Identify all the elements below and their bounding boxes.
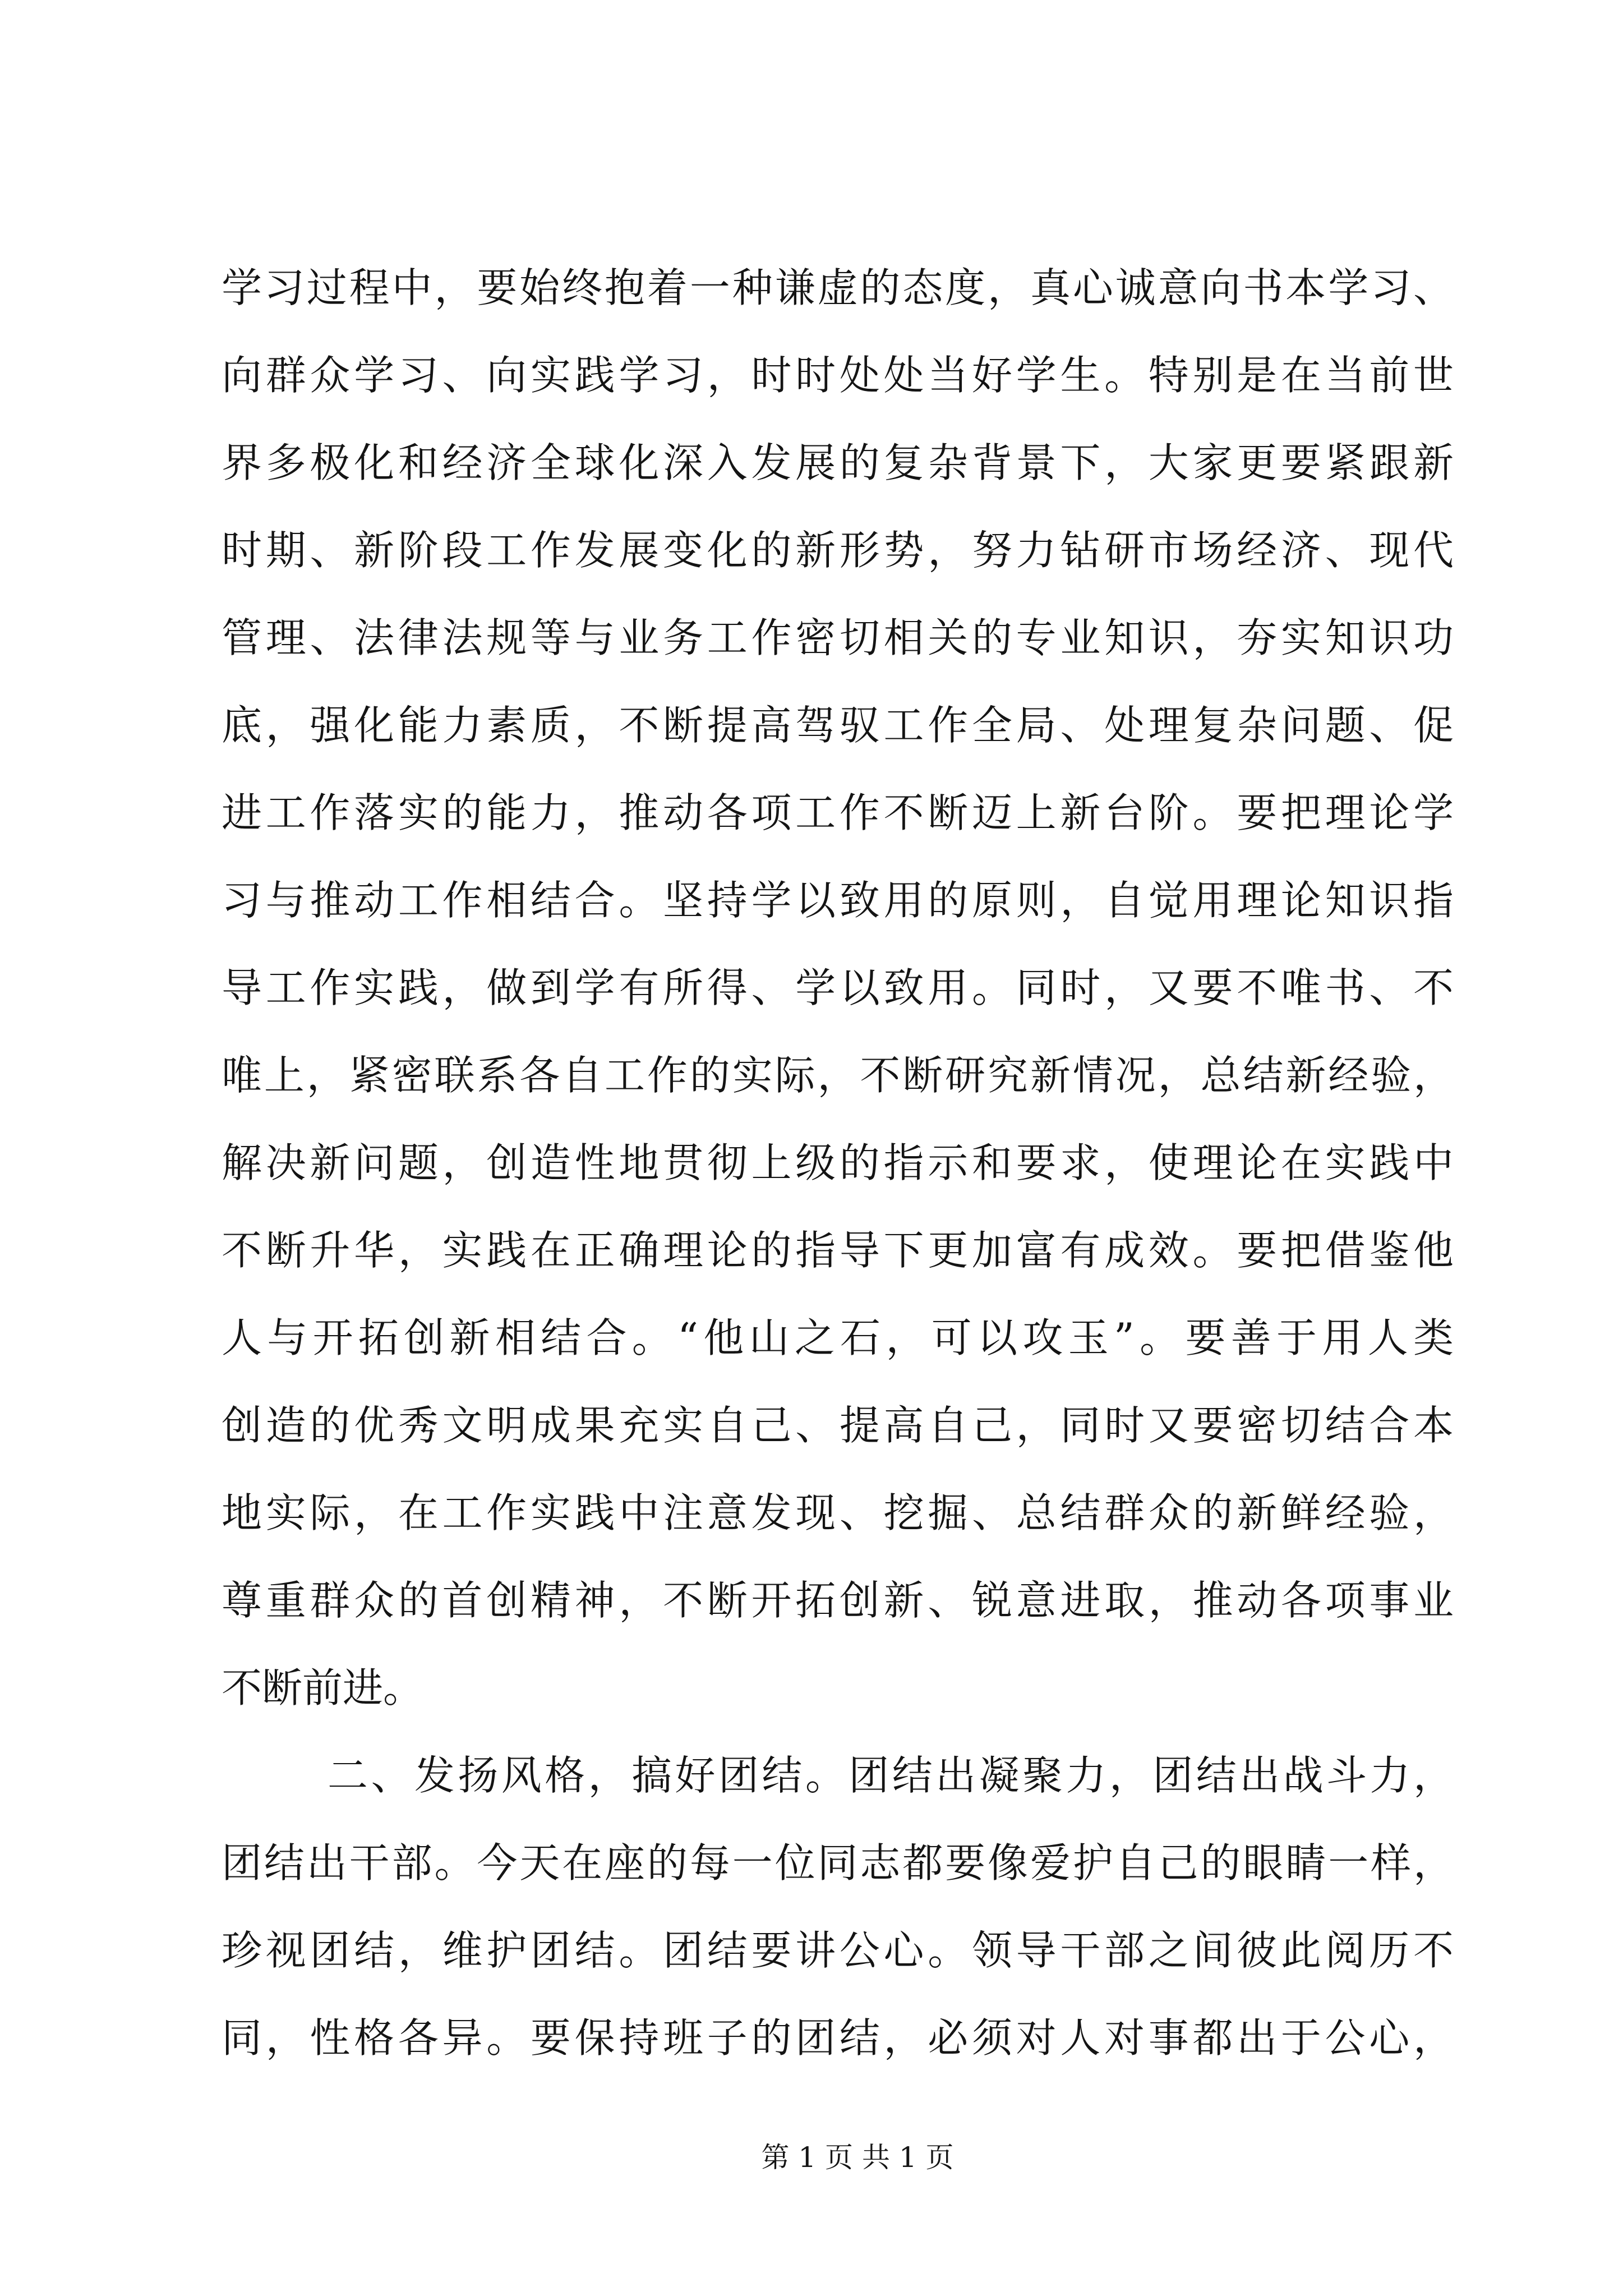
text-line: 底，强化能力素质，不断提高驾驭工作全局、处理复杂问题、促 [222,702,1454,749]
text-line: 创造的优秀文明成果充实自己、提高自己，同时又要密切结合本 [222,1402,1454,1449]
text-line: 尊重群众的首创精神，不断开拓创新、锐意进取，推动各项事业 [222,1577,1454,1624]
text-line: 学习过程中，要始终抱着一种谦虚的态度，真心诚意向书本学习、 [222,264,1454,311]
text-line: 同，性格各异。要保持班子的团结，必须对人对事都出于公心， [222,2014,1454,2062]
paragraph-1 [222,244,1454,1732]
text-line: 团结出干部。今天在座的每一位同志都要像爱护自己的眼睛一样， [222,1839,1454,1887]
text-line: 进工作落实的能力，推动各项工作不断迈上新台阶。要把理论学 [222,789,1454,836]
body-text [222,244,1454,2082]
text-line: 导工作实践，做到学有所得、学以致用。同时，又要不唯书、不 [222,964,1454,1011]
text-line: 二、发扬风格，搞好团结。团结出凝聚力，团结出战斗力， [328,1752,1454,1799]
text-line: 解决新问题，创造性地贯彻上级的指示和要求，使理论在实践中 [222,1139,1454,1186]
text-line: 向群众学习、向实践学习，时时处处当好学生。特别是在当前世 [222,352,1454,399]
text-line: 地实际，在工作实践中注意发现、挖掘、总结群众的新鲜经验， [222,1489,1454,1536]
text-line: 习与推动工作相结合。坚持学以致用的原则，自觉用理论知识指 [222,877,1454,924]
text-line: 时期、新阶段工作发展变化的新形势，努力钻研市场经济、现代 [222,527,1454,574]
text-line: 唯上，紧密联系各自工作的实际，不断研究新情况，总结新经验， [222,1052,1454,1099]
text-line: 人与开拓创新相结合。“他山之石，可以攻玉”。要善于用人类 [222,1314,1454,1361]
page-number-label: 第 1 页 共 1 页 [761,2141,954,2174]
text-line: 不断前进。 [222,1664,424,1711]
page-footer [689,2136,1026,2179]
text-line: 界多极化和经济全球化深入发展的复杂背景下，大家更要紧跟新 [222,439,1454,486]
text-line: 珍视团结，维护团结。团结要讲公心。领导干部之间彼此阅历不 [222,1927,1454,1974]
paragraph-2 [222,1732,1454,2082]
text-line: 不断升华，实践在正确理论的指导下更加富有成效。要把借鉴他 [222,1227,1454,1274]
text-line: 管理、法律法规等与业务工作密切相关的专业知识，夯实知识功 [222,614,1454,661]
